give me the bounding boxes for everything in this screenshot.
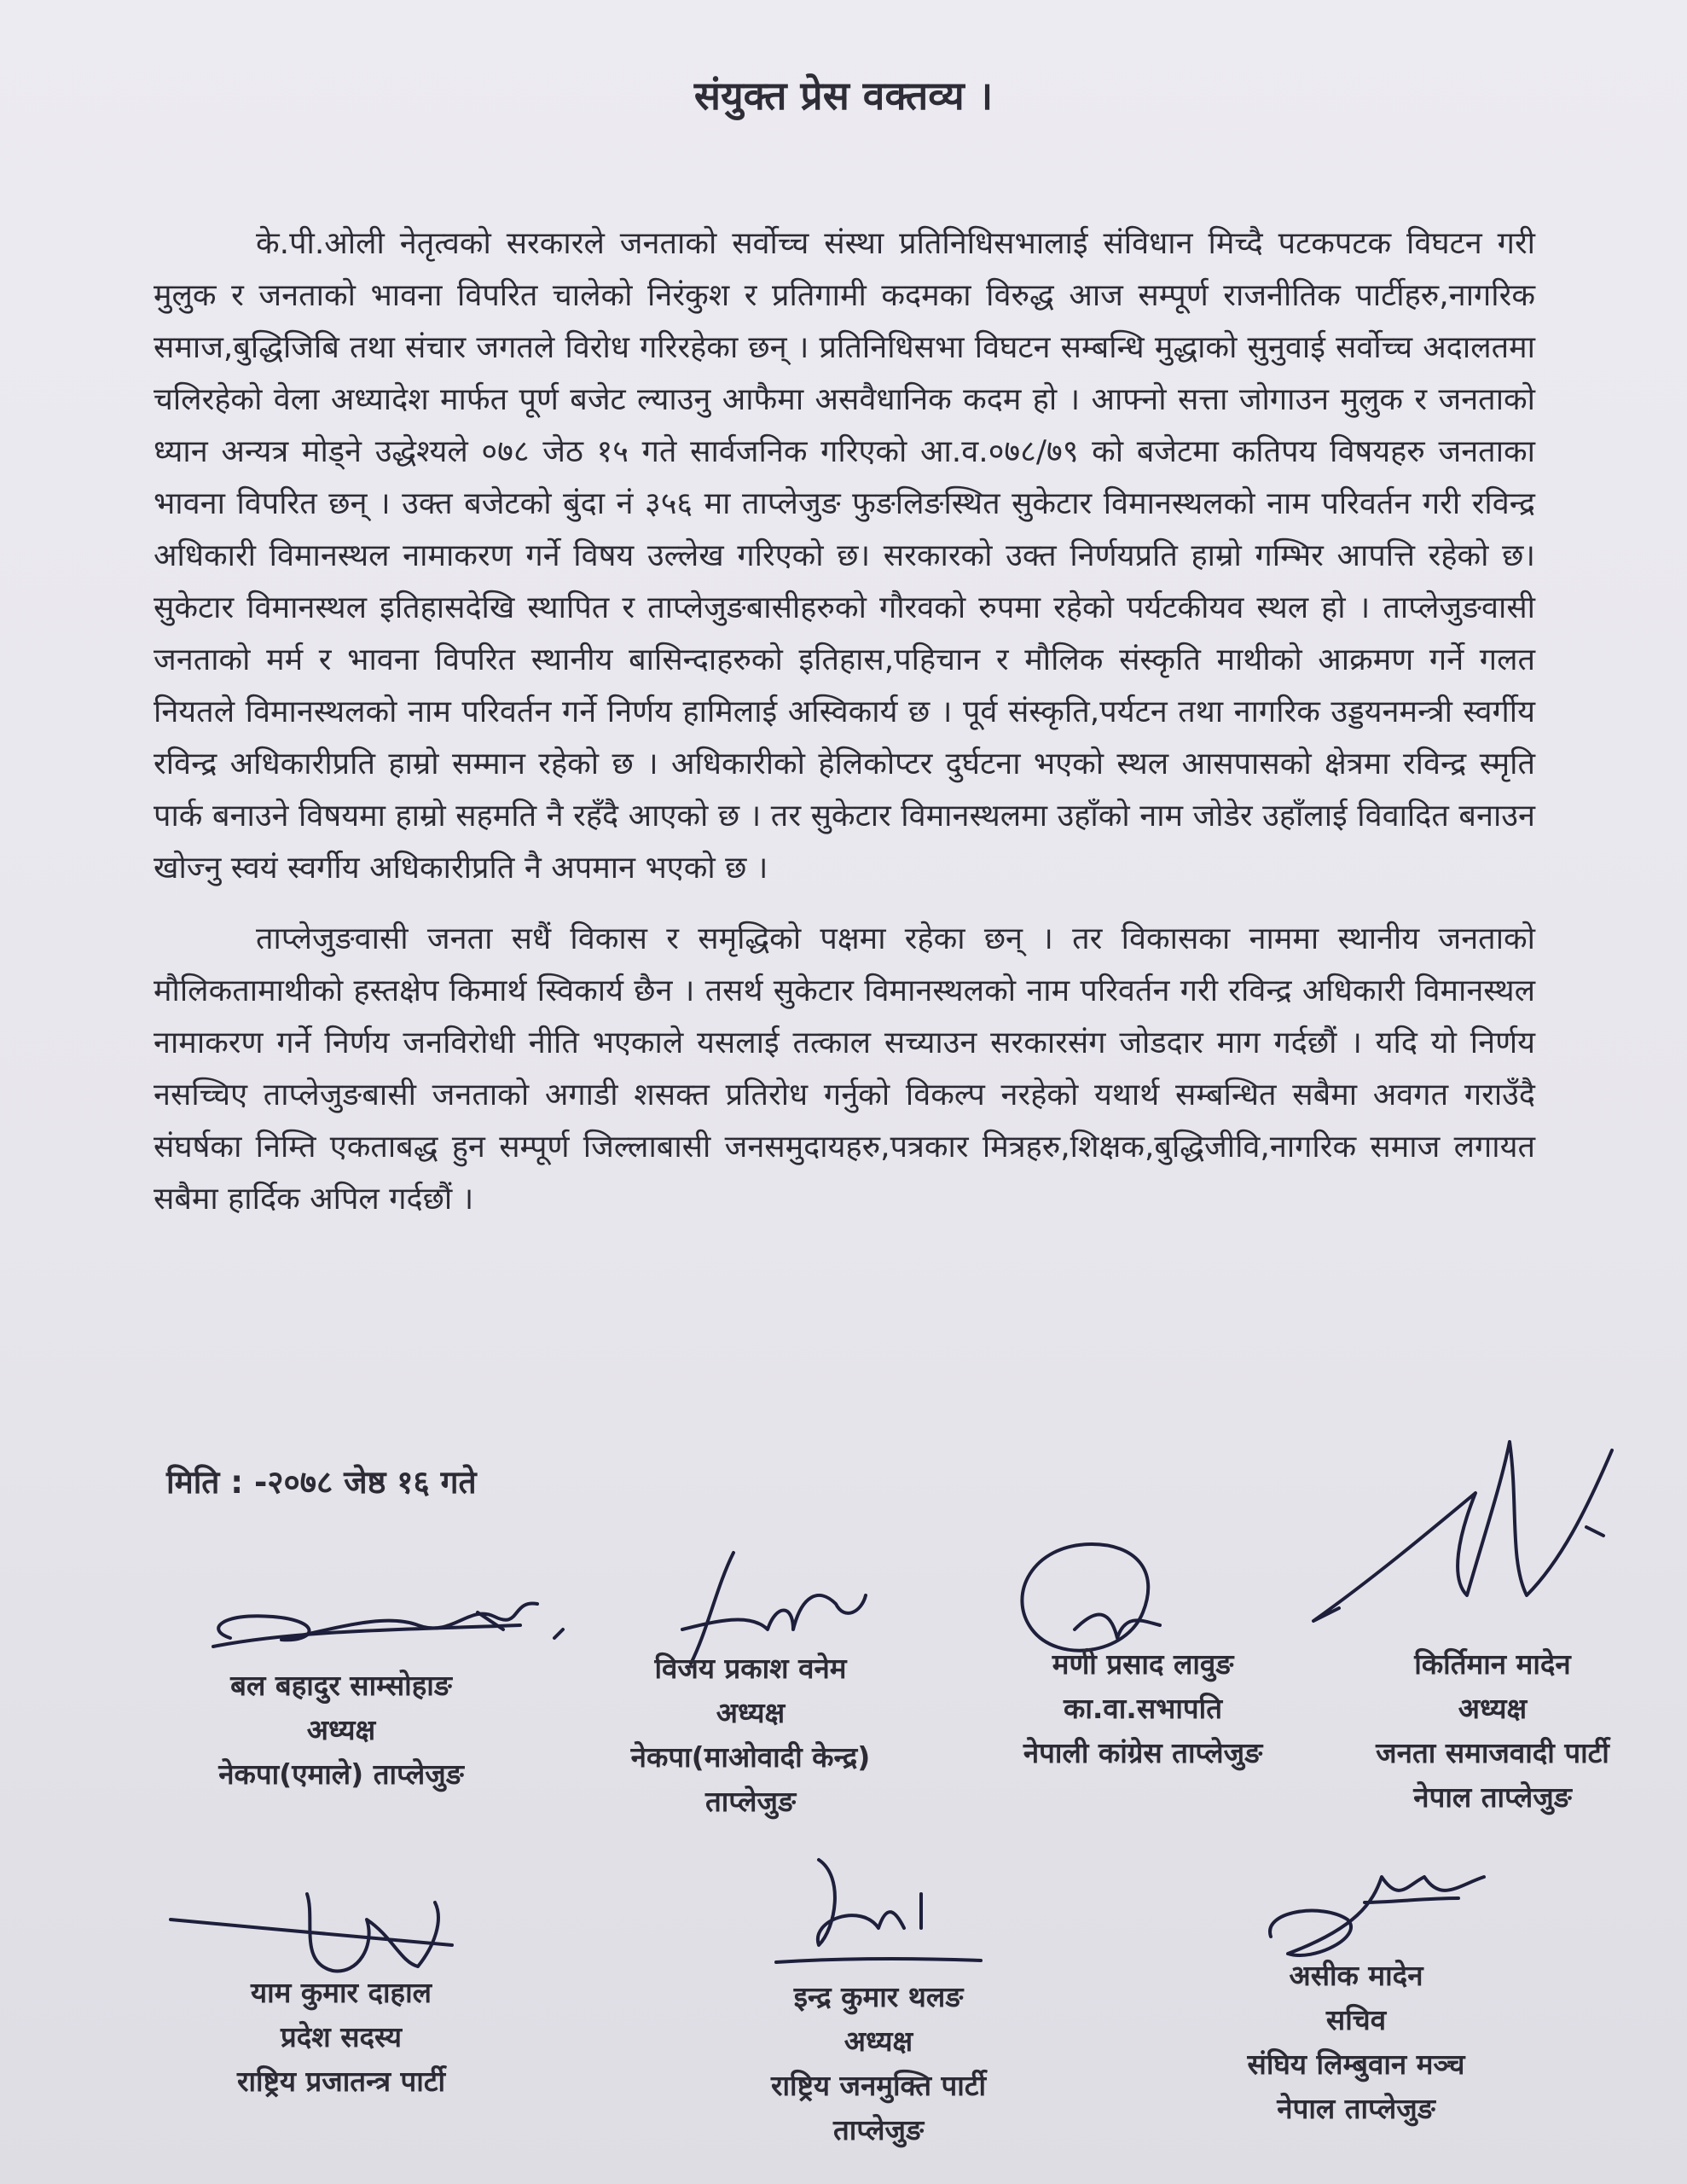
- signatory-6: [682, 1975, 1075, 2152]
- signatory-7: [1168, 1954, 1544, 2131]
- signatory-district: ताप्लेजुङ: [705, 1785, 796, 1818]
- signatory-party: राष्ट्रिय प्रजातन्त्र पार्टी: [236, 2065, 445, 2098]
- statement-date: मिति : -२०७८ जेष्ठ १६ गते: [166, 1464, 477, 1501]
- signatory-party: नेकपा(माओवादी केन्द्र): [630, 1740, 871, 1774]
- signatory-name: बल बहादुर साम्सोहाङ: [230, 1669, 452, 1702]
- signatory-party: नेपाली कांग्रेस ताप्लेजुङ: [1023, 1736, 1263, 1769]
- signatory-district: नेपाल ताप्लेजुङ: [1413, 1780, 1572, 1814]
- signatory-name: असीक मादेन: [1289, 1959, 1423, 1992]
- signatory-party: नेकपा(एमाले) ताप्लेजुङ: [218, 1757, 464, 1791]
- document-title: संयुक्त प्रेस वक्तव्य ।: [693, 73, 994, 119]
- signatory-name: इन्द्र कुमार थलङ: [793, 1980, 964, 2013]
- signatory-role: सचिव: [1325, 2003, 1387, 2036]
- signatory-role: अध्यक्ष: [716, 1696, 786, 1729]
- signatory-district: नेपाल ताप्लेजुङ: [1277, 2092, 1435, 2125]
- signatory-3: [947, 1642, 1339, 1775]
- signatory-name: विजय प्रकाश वनेम: [654, 1652, 847, 1685]
- signatory-2: [546, 1647, 955, 1824]
- signature-mark-6: [759, 1851, 998, 1979]
- signatory-name: किर्तिमान मादेन: [1414, 1647, 1571, 1681]
- signatory-role: अध्यक्ष: [1458, 1692, 1528, 1725]
- signatory-4: [1313, 1642, 1672, 1820]
- signature-mark-4: [1305, 1433, 1629, 1629]
- signatory-name: मणी प्रसाद लावुङ: [1052, 1647, 1234, 1681]
- signatory-role: प्रदेश सदस्य: [280, 2020, 403, 2053]
- statement-body: [154, 218, 1535, 1244]
- signatory-role: का.वा.सभापति: [1063, 1692, 1222, 1725]
- signatory-party: जनता समाजवादी पार्टी: [1376, 1736, 1609, 1769]
- signature-mark-1: [196, 1578, 571, 1672]
- signatory-party: राष्ट्रिय जनमुक्ति पार्टी: [770, 2069, 987, 2102]
- paragraph-2: ताप्लेजुङवासी जनता सधैं विकास र समृद्धिको पक्षमा रहेका छन् । तर विकासका नाममा स्थानीय जनताको मौलिकतामाथीको हस्तक्षेप किमार्थ स्विकार्य छैन । तसर्थ सुकेटार विमानस्थलको नाम परिवर्तन गरी रविन्द्र अधिकारी विमानस्थल नामाकरण गर्ने निर्णय जनविरोधी नीति भएकाले यसलाई तत्काल सच्याउन सरकारसंग जोडदार माग गर्दछौं । यदि यो निर्णय नसच्चिए ताप्लेजुङबासी जनताको अगाडी शसक्त प्रतिरोध गर्नुको विकल्प नरहेको यथार्थ सम्बन्धित सबैमा अवगत गराउँदै संघर्षका निम्ति एकताबद्ध हुन सम्पूर्ण जिल्लाबासी जनसमुदायहरु,पत्रकार मित्रहरु,शिक्षक,बुद्धिजीवि,नागरिक समाज लगायत सबैमा हार्दिक अपिल गर्दछौं ।: [154, 921, 1535, 1217]
- signatory-role: अध्यक्ष: [306, 1713, 376, 1746]
- signatory-district: ताप्लेजुङ: [833, 2113, 924, 2146]
- signatory-name: याम कुमार दाहाल: [250, 1976, 432, 2009]
- signatory-1: [119, 1664, 563, 1797]
- paragraph-1: के.पी.ओली नेतृत्वको सरकारले जनताको सर्वोच्च संस्था प्रतिनिधिसभालाई संविधान मिच्दै पटकपटक विघटन गरी मुलुक र जनताको भावना विपरित चालेको निरंकुश र प्रतिगामी कदमका विरुद्ध आज सम्पूर्ण राजनीतिक पार्टीहरु,नागरिक समाज,बुद्धिजिबि तथा संचार जगतले विरोध गरिरहेका छन् । प्रतिनिधिसभा विघटन सम्बन्धि मुद्धाको सुनुवाई सर्वोच्च अदालतमा चलिरहेको वेला अध्यादेश मार्फत पूर्ण बजेट ल्याउनु आफैमा असवैधानिक कदम हो । आफ्नो सत्ता जोगाउन मुलुक र जनताको ध्यान अन्यत्र मोड्ने उद्धेश्यले ०७८ जेठ १५ गते सार्वजनिक गरिएको आ.व.०७८/७९ को बजेटमा कतिपय विषयहरु जनताका भावना विपरित छन् । उक्त बजेटको बुंदा नं ३५६ मा ताप्लेजुङ फुङलिङस्थित सुकेटार विमानस्थलको नाम परिवर्तन गरी रविन्द्र अधिकारी विमानस्थल नामाकरण गर्ने विषय उल्लेख गरिएको छ। सरकारको उक्त निर्णयप्रति हाम्रो गम्भिर आपत्ति रहेको छ। सुकेटार विमानस्थल इतिहासदेखि स्थापित र ताप्लेजुङबासीहरुको गौरवको रुपमा रहेको पर्यटकीयव स्थल हो । ताप्लेजुङवासी जनताको मर्म र भावना विपरित स्थानीय बासिन्दाहरुको इतिहास,पहिचान र मौलिक संस्कृति माथीको आक्रमण गर्ने गलत नियतले विमानस्थलको नाम परिवर्तन गर्ने निर्णय हामिलाई अस्विकार्य छ । पूर्व संस्कृति,पर्यटन तथा नागरिक उड्डयनमन्त्री स्वर्गीय रविन्द्र अधिकारीप्रति हाम्रो सम्मान रहेको छ । अधिकारीको हेलिकोप्टर दुर्घटना भएको स्थल आसपासको क्षेत्रमा रविन्द्र स्मृति पार्क बनाउने विषयमा हाम्रो सहमति नै रहँदै आएको छ । तर सुकेटार विमानस्थलमा उहाँको नाम जोडेर उहाँलाई विवादित बनाउन खोज्नु स्वयं स्वर्गीय अधिकारीप्रति नै अपमान भएको छ ।: [154, 226, 1535, 886]
- signatory-party: संघिय लिम्बुवान मञ्च: [1247, 2048, 1465, 2081]
- signatory-role: अध्यक्ष: [844, 2024, 913, 2058]
- signatory-5: [154, 1971, 529, 2104]
